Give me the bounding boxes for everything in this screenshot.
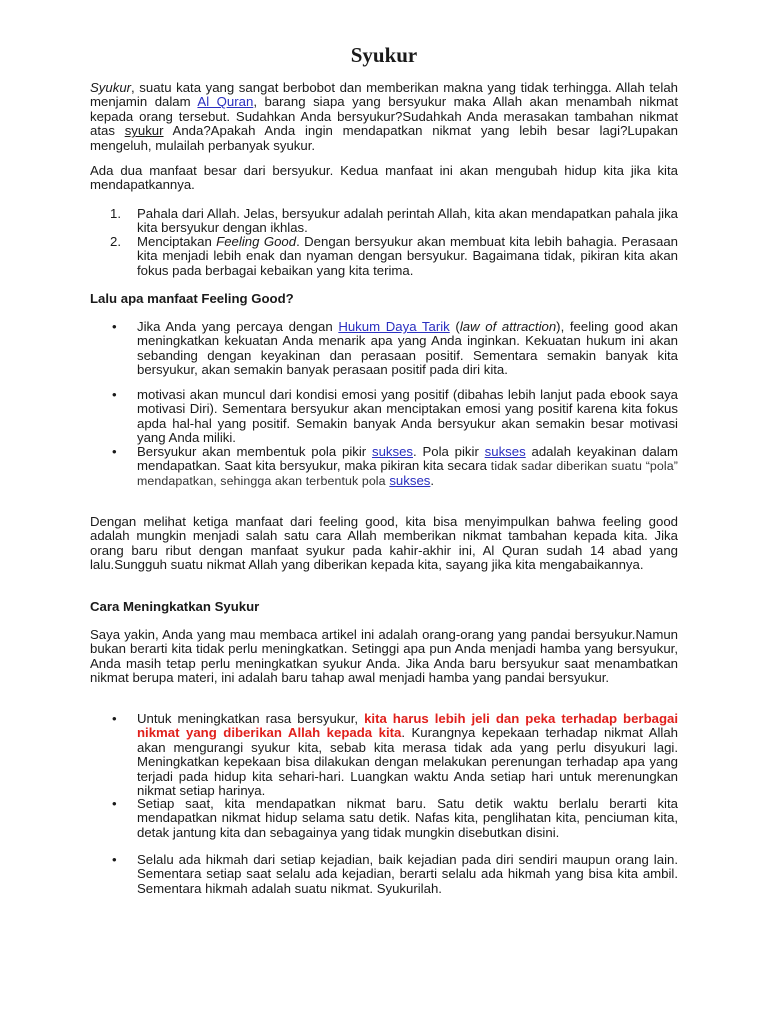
bullet-1-text-3: ), feeling good akan meningkatkan kekuatan Anda menarik apa yang Anda inginkan. Kekuatan hukum ini akan sebanding dengan keyakinan dan perasaan positif. Sementara semakin banyak kita bersyukur, akan semakin banyak perasaan positif pada diri kita.: [137, 319, 678, 378]
bullet-3-text-4: tidak sadar diberikan suatu “pola” mendapatkan, sehingga akan terbentuk pola: [137, 459, 678, 488]
bullet-marker: •: [112, 319, 117, 334]
intro-text-3: Anda?Apakah Anda ingin mendapatkan nikmat yang lebih besar lagi?Lupakan mengeluh, mulailah perbanyak syukur.: [90, 123, 678, 153]
bullet-item-2: [112, 387, 678, 446]
heading-feeling-good: Lalu apa manfaat Feeling Good?: [90, 291, 294, 306]
ordered-text-2a: Menciptakan: [137, 234, 217, 249]
link-sukses-3[interactable]: sukses: [389, 472, 431, 488]
tip-1-text-1: Untuk meningkatkan rasa bersyukur,: [137, 711, 365, 726]
tips-item-1: [112, 711, 679, 799]
increase-paragraph: Saya yakin, Anda yang mau membaca artikel ini adalah orang-orang yang pandai bersyukur.Namun bukan berarti kita tidak perlu meningkatkan. Setinggi apa pun Anda menjadi hamba yang bersyukur, Anda masih tetap perlu meningkatkan syukur Anda. Jika Anda baru bersyukur saat menambatkan nikmat berupa materi, ini adalah baru tahap awal menjadi hamba yang pandai bersyukur.: [90, 627, 678, 686]
intro-emphasis: Syukur: [90, 80, 132, 95]
benefits-paragraph: Ada dua manfaat besar dari bersyukur. Kedua manfaat ini akan mengubah hidup kita jika kita mendapatkannya.: [90, 163, 678, 193]
intro-text-1: , suatu kata yang sangat berbobot dan memberikan makna yang tidak terhingga. Allah telah menjamin dalam: [90, 80, 678, 110]
link-sukses-1[interactable]: sukses: [371, 444, 414, 459]
tip-2-text: Setiap saat, kita mendapatkan nikmat baru. Satu detik waktu berlalu berarti kita mendapatkan nikmat hidup selama satu detik. Nafas kita, penglihatan kita, penciuman kita, detak jantung kita dan sebagainya yang tidak mungkin disebutkan disini.: [137, 796, 678, 840]
intro-paragraph: [90, 81, 678, 153]
bullet-2-text: motivasi akan muncul dari kondisi emosi yang positif (dibahas lebih lanjut pada ebook saya motivasi Diri). Sementara bersyukur akan menciptakan emosi yang positif karena kita fokus apda hal-hal yang positif. Semakin banyak Anda bersyukur akan semakin besar motivasi yang Anda miliki.: [137, 387, 678, 446]
bullet-3-text-1: Bersyukur akan membentuk pola pikir: [137, 444, 372, 459]
bullet-1-text-1: Jika Anda yang percaya dengan: [137, 319, 339, 334]
bullet-marker: •: [112, 444, 117, 459]
tip-1-highlight: kita harus lebih jeli dan peka terhadap berbagai nikmat yang diberikan Allah kepada kita: [137, 711, 679, 741]
bullet-marker: •: [112, 852, 117, 867]
bullet-3-text-3: adalah keyakinan dalam mendapatkan. Saat kita bersyukur, maka pikiran kita secara: [137, 444, 678, 474]
bullet-item-3: [112, 444, 678, 488]
ordered-item-2: [110, 234, 678, 278]
ordered-item-1: [110, 206, 678, 236]
link-hukum-daya-tarik[interactable]: Hukum Daya Tarik: [338, 319, 450, 334]
ordered-emphasis-2: Feeling Good: [216, 234, 297, 249]
tips-item-3: [112, 852, 678, 896]
link-al-quran[interactable]: Al Quran: [197, 94, 254, 110]
ordered-text-1: Pahala dari Allah. Jelas, bersyukur adalah perintah Allah, kita akan mendapatkan pahala jika kita bersyukur dengan ikhlas.: [137, 206, 678, 236]
document-title: Syukur: [350, 43, 418, 67]
bullet-item-1: [112, 319, 678, 378]
link-sukses-2[interactable]: sukses: [484, 444, 526, 459]
bullet-3-text-2: . Pola pikir: [413, 444, 485, 459]
intro-text-2: , barang siapa yang bersyukur maka Allah akan menambah nikmat kepada orang tersebut. Sudahkan Anda bersyukur?Sudahkah Anda merasakan tambahan nikmat atas: [90, 94, 679, 139]
conclusion-paragraph: Dengan melihat ketiga manfaat dari feeling good, kita bisa menyimpulkan bahwa feeling good adalah mungkin menjadi salah satu cara Allah memberikan nikmat tambahan kepada kita. Jika orang baru ribut dengan manfaat syukur pada kahir-akhir ini, Al Quran sudah 14 abad yang lalu.Sungguh suatu nikmat Allah yang diberikan kepada kita, sayang jika kita mengabaikannya.: [90, 514, 678, 573]
tip-1-text-2: . Kurangnya kepekaan terhadap nikmat Allah akan mengurangi syukur kita, sebab kita merasa tidak ada yang perlu disyukuri lagi. Meningkatkan kepekaan bisa dilakukan dengan melakukan perenungan terhadap apa yang terjadi pada hidup kita sehari-hari. Luangkan waktu Anda setiap hari untuk merenungkan nikmat setiap harinya.: [137, 725, 678, 799]
bullet-1-text-2: (: [449, 319, 460, 334]
ordered-number-2: 2.: [110, 234, 121, 249]
bullet-3-text-5: .: [430, 472, 435, 488]
ordered-text-2b: . Dengan bersyukur akan membuat kita lebih bahagia. Perasaan kita menjadi lebih enak dan nyaman dengan bersyukur. Bagaimana tidak, pikiran kita akan fokus pada berbagai kebaikan yang kita terima.: [137, 234, 678, 278]
tips-item-2: [112, 796, 678, 840]
bullet-marker: •: [112, 711, 117, 726]
ordered-number-1: 1.: [110, 206, 121, 221]
bullet-marker: •: [112, 387, 117, 402]
heading-cara-meningkatkan: Cara Meningkatkan Syukur: [90, 599, 260, 614]
bullet-1-emphasis: law of attraction: [459, 319, 557, 334]
link-syukur[interactable]: syukur: [124, 123, 164, 139]
bullet-marker: •: [112, 796, 117, 811]
tip-3-text: Selalu ada hikmah dari setiap kejadian, baik kejadian pada diri sendiri maupun orang lain. Sementara setiap saat selalu ada kejadian, berarti selalu ada hikmah yang bisa kita ambil. Sementara hikmah adalah suatu nikmat. Syukurilah.: [137, 852, 678, 896]
